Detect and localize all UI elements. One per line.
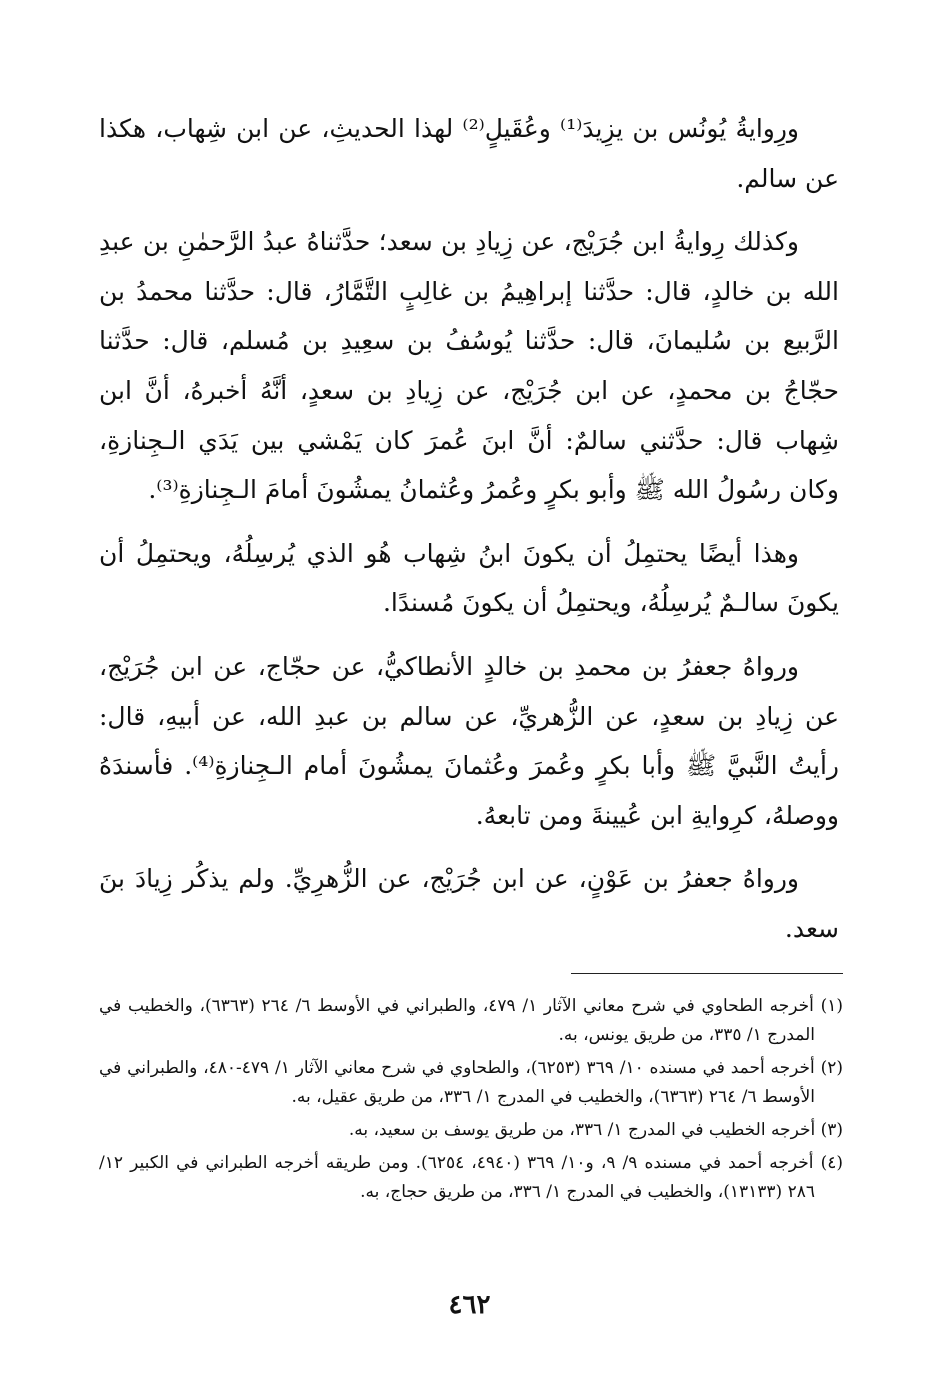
paragraph-5: ورواهُ جعفرُ بن عَوْنٍ، عن ابن جُرَيْج، عن الزُّهرِيِّ. ولم يذكُر زِيادَ بنَ سعد.: [99, 864, 839, 943]
paragraph-1: ورِوايةُ يُونُس بن يزِيدَ⁽¹⁾ وعُقَيلٍ⁽²⁾ لهذا الحديثِ، عن ابن شِهاب، هكذا عن سالم.: [99, 114, 839, 193]
page-number: ٤٦٢: [448, 1290, 491, 1320]
footnotes: [99, 992, 843, 1211]
paragraph-3: وهذا أيضًا يحتمِلُ أن يكونَ ابنُ شِهاب هُو الذي يُرسِلُهُ، ويحتمِلُ أن يكونَ سالـمٌ يُرسِلُهُ، ويحتمِلُ أن يكونَ مُسندًا.: [99, 538, 839, 618]
footnote-4: (٤) أخرجه أحمد في مسنده ٩/ ٩، و١٠/ ٣٦٩ (٤٩٤٠، ٦٢٥٤). ومن طريقه أخرجه الطبراني في الكبير ١٢/ ٢٨٦ (١٣١٣٣)، والخطيب في المدرج ١/ ٣٣٦، من طريق حجاج، به.: [99, 1153, 843, 1202]
main-text: [99, 104, 839, 968]
footnote-1: (١) أخرجه الطحاوي في شرح معاني الآثار ١/ ٤٧٩، والطبراني في الأوسط ٦/ ٢٦٤ (٦٣٦٣)، والخطيب في المدرج ١/ ٣٣٥، من طريق يونس، به.: [99, 996, 844, 1045]
paragraph-2: وكذلك رِوايةُ ابن جُرَيْج، عن زِيادِ بن سعد؛ حدَّثناهُ عبدُ الرَّحمٰنِ بن عبدِ الله بن خالدٍ، قال: حدَّثنا إبراهِيمُ بن غالِبٍ التَّمَّارُ، قال: حدَّثنا محمدُ بن الرَّبيع بن سُليمانَ، قال: حدَّثنا يُوسُفُ بن سعِيدِ بن مُسلم، قال: حدَّثنا حجّاجُ بن محمدٍ، عن ابن جُرَيْج، عن زِيادِ بن سعدٍ، أنَّهُ أخبرهُ، أنَّ ابن شِهاب قال: حدَّثني سالمٌ: أنَّ ابنَ عُمرَ كان يَمْشي بين يَدَي الـجِنازةِ، وكان رسُولُ الله ﷺ وأبو بكرٍ وعُمرُ وعُثمانُ يمشُونَ أمامَ الـجِنازةِ⁽³⁾.: [99, 227, 839, 505]
footnote-3: (٣) أخرجه الخطيب في المدرج ١/ ٣٣٦، من طريق يوسف بن سعيد، به.: [348, 1120, 843, 1140]
footnote-divider: [571, 973, 843, 974]
paragraph-4: ورواهُ جعفرُ بن محمدِ بن خالدٍ الأنطاكيُّ، عن حجّاج، عن ابن جُرَيْج، عن زِيادِ بن سعدٍ، عن الزُّهريِّ، عن سالم بن عبدِ الله، عن أبيهِ، قال: رأيتُ النَّبيَّ ﷺ وأبا بكرٍ وعُمرَ وعُثمانَ يمشُونَ أمام الـجِنازةِ⁽⁴⁾. فأسندَهُ ووصلهُ، كرِوايةِ ابن عُيينةَ ومن تابعهُ.: [99, 651, 839, 830]
footnote-2: (٢) أخرجه أحمد في مسنده ١٠/ ٣٦٩ (٦٢٥٣)، والطحاوي في شرح معاني الآثار ١/ ٤٧٩-٤٨٠، والطبراني في الأوسط ٦/ ٢٦٤ (٦٣٦٣)، والخطيب في المدرج ١/ ٣٣٦، من طريق عقيل، به.: [99, 1058, 844, 1107]
